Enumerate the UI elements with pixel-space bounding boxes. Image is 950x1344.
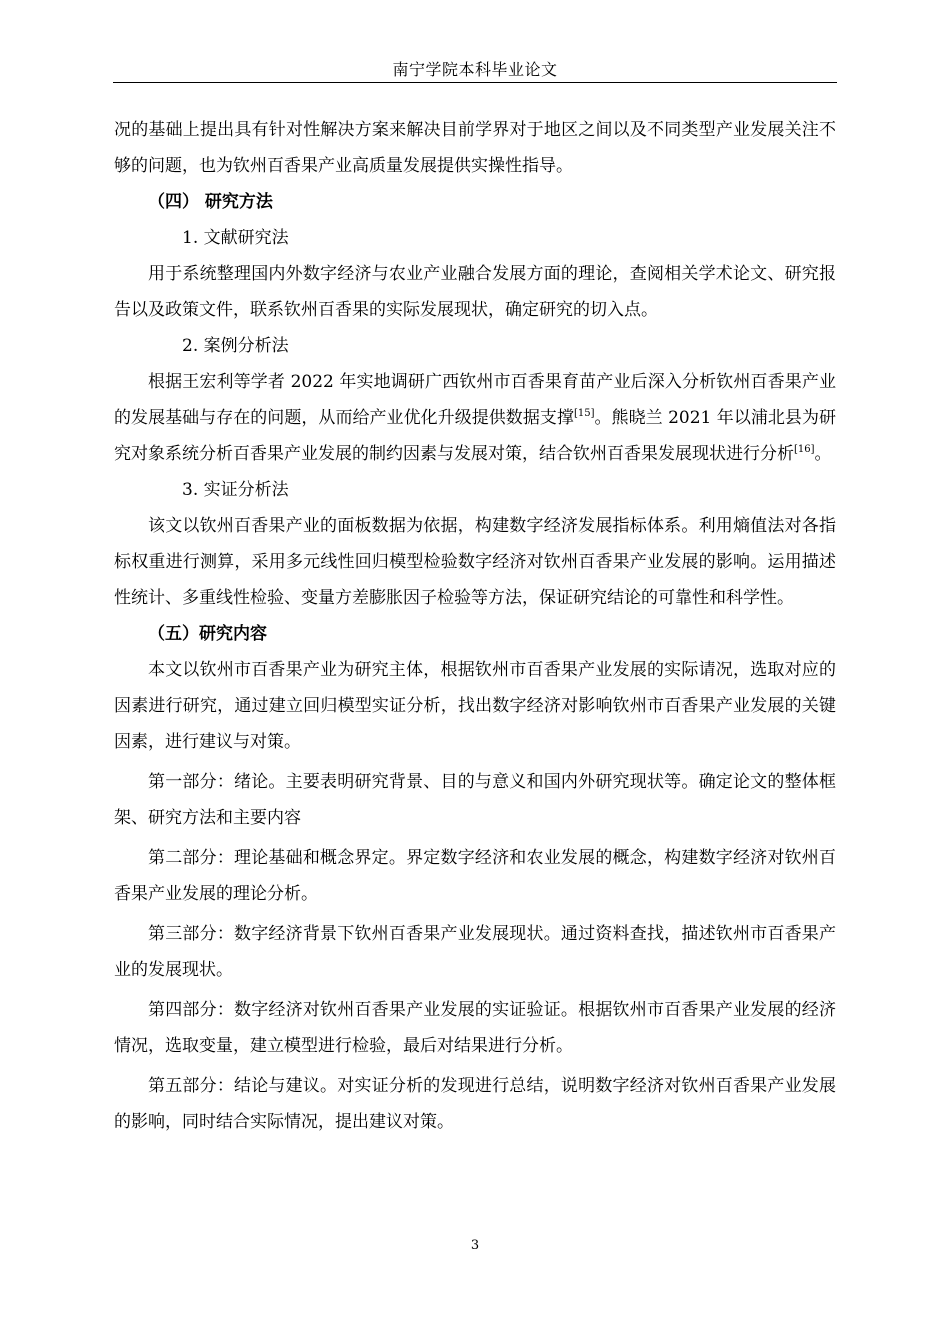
section-heading-research-content: （五）研究内容: [148, 624, 267, 644]
method-paragraph-case-study: [114, 364, 836, 472]
research-content-intro: 本文以钦州市百香果产业为研究主体，根据钦州市百香果产业发展的实际请况，选取对应的因素进行研究，通过建立回归模型实证分析，找出数字经济对影响钦州市百香果产业发展的关键因素，进行建议与对策。: [114, 660, 836, 752]
intro-continuation-paragraph: 况的基础上提出具有针对性解决方案来解决目前学界对于地区之间以及不同类型产业发展关注不够的问题，也为钦州百香果产业高质量发展提供实操性指导。: [114, 120, 836, 176]
citation-15: [15]: [573, 408, 595, 419]
section-heading-research-methods: （四） 研究方法: [148, 192, 273, 212]
page-number: 3: [470, 1238, 480, 1253]
part-paragraph-5: 第五部分：结论与建议。对实证分析的发现进行总结，说明数字经济对钦州百香果产业发展的影响，同时结合实际情况，提出建议对策。: [114, 1076, 836, 1132]
case-study-text-c: 。: [814, 444, 832, 464]
page-body: [114, 112, 836, 1140]
citation-16: [16]: [794, 444, 815, 455]
part-paragraph-3: 第三部分：数字经济背景下钦州百香果产业发展现状。通过资料查找，描述钦州市百香果产业的发展现状。: [114, 924, 836, 980]
running-header: 南宁学院本科毕业论文: [113, 58, 837, 83]
method-heading-empirical: 3. 实证分析法: [182, 480, 289, 500]
case-study-text-b: 。熊晓兰 2021 年以浦北县为研究对象系统分析百香果产业发展的制约因素与发展对策，结合钦州百香果发展现状进行分析: [114, 408, 836, 464]
part-paragraph-2: 第二部分：理论基础和概念界定。界定数字经济和农业发展的概念，构建数字经济对钦州百香果产业发展的理论分析。: [114, 848, 836, 904]
part-paragraph-1: 第一部分：绪论。主要表明研究背景、目的与意义和国内外研究现状等。确定论文的整体框架、研究方法和主要内容: [114, 772, 836, 828]
method-heading-case-study: 2. 案例分析法: [182, 336, 289, 356]
part-paragraph-4: 第四部分：数字经济对钦州百香果产业发展的实证验证。根据钦州市百香果产业发展的经济情况，选取变量，建立模型进行检验，最后对结果进行分析。: [114, 1000, 836, 1056]
method-heading-literature: 1. 文献研究法: [182, 228, 289, 248]
case-study-text-a: 根据王宏利等学者 2022 年实地调研广西钦州市百香果育苗产业后深入分析钦州百香果产业的发展基础与存在的问题，从而给产业优化升级提供数据支撑: [114, 372, 836, 428]
method-paragraph-empirical: 该文以钦州百香果产业的面板数据为依据，构建数字经济发展指标体系。利用熵值法对各指标权重进行测算，采用多元线性回归模型检验数字经济对钦州百香果产业发展的影响。运用描述性统计、多重线性检验、变量方差膨胀因子检验等方法，保证研究结论的可靠性和科学性。: [114, 516, 836, 608]
method-paragraph-literature: 用于系统整理国内外数字经济与农业产业融合发展方面的理论，查阅相关学术论文、研究报告以及政策文件，联系钦州百香果的实际发展现状，确定研究的切入点。: [114, 264, 836, 320]
